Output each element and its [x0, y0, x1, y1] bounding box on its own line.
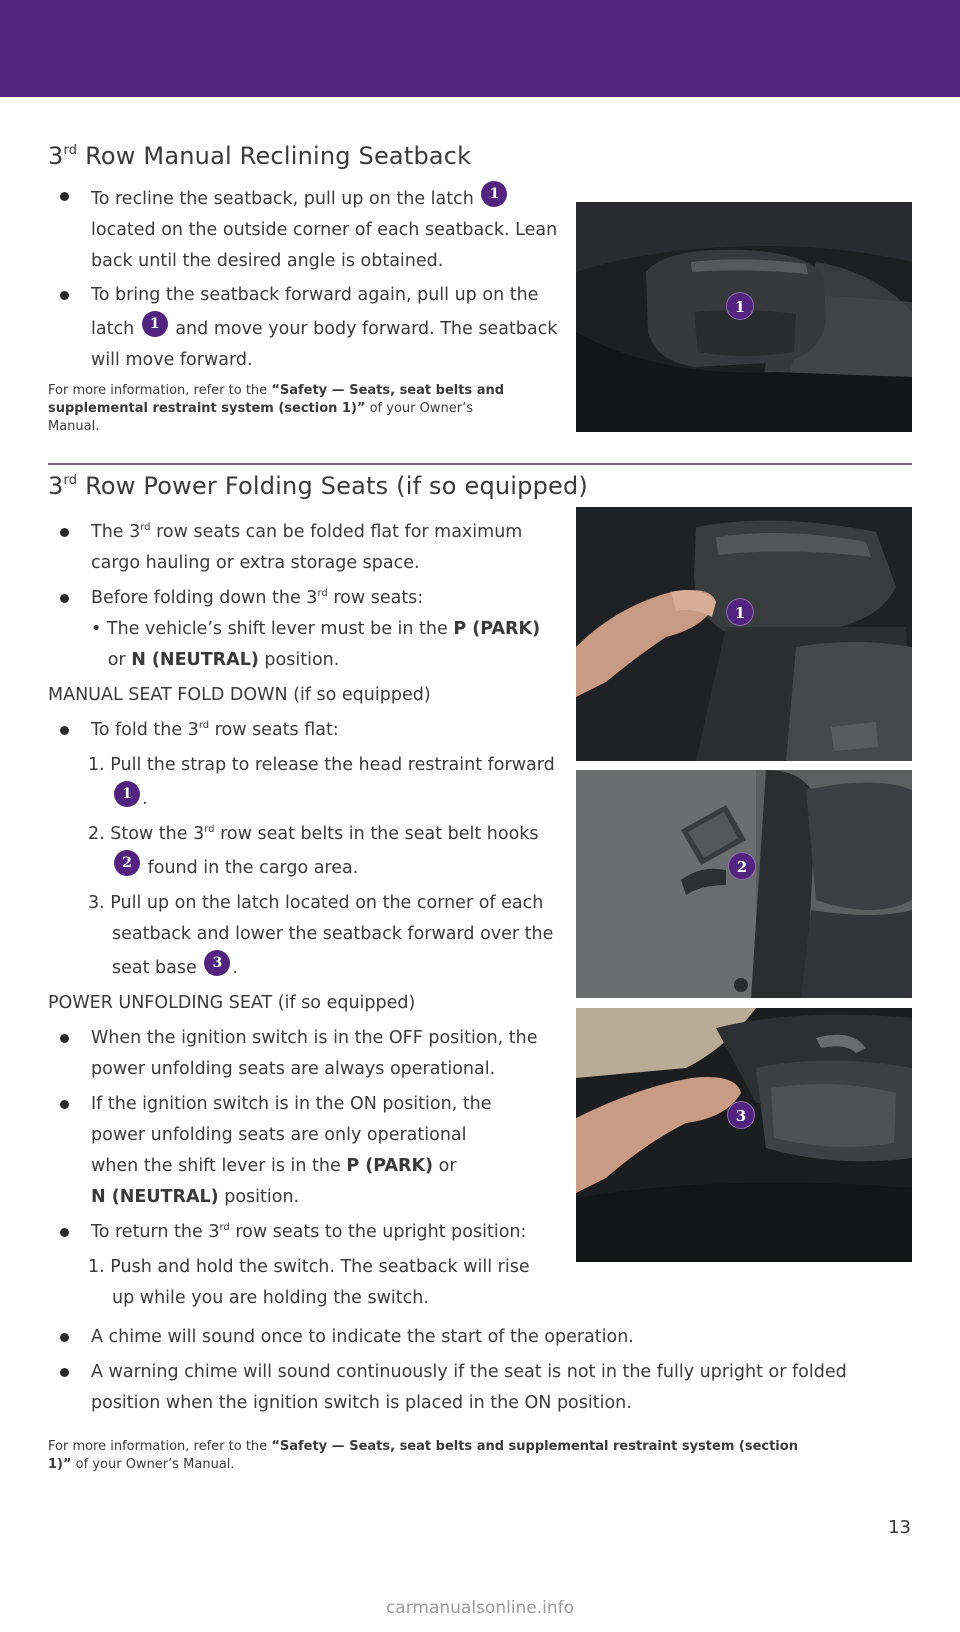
callout-badge-2: 2	[114, 850, 140, 876]
callout-badge-1: 1	[481, 181, 507, 207]
numbered-step: 1. Push and hold the switch. The seatback will rise up while you are holding the switch.	[88, 1257, 530, 1308]
photo-callout-1: 1	[726, 598, 754, 626]
list-item: To fold the 3rd row seats flat:	[48, 715, 570, 746]
numbered-step: 2. Stow the 3rd row seat belts in the seat belt hooks 2 found in the cargo area.	[88, 824, 539, 878]
section-title-reclining: 3rd Row Manual Reclining Seatback	[48, 142, 472, 170]
callout-badge-3: 3	[204, 950, 230, 976]
page-number: 13	[888, 1517, 911, 1538]
list-item: A chime will sound once to indicate the start of the operation.	[48, 1322, 912, 1353]
subheading-manual-fold: MANUAL SEAT FOLD DOWN (if so equipped)	[48, 685, 431, 705]
seatback-latch-photo-illustration	[576, 1008, 912, 1262]
photo-callout-1: 1	[726, 292, 754, 320]
photo-callout-3: 3	[727, 1101, 755, 1129]
photo-seatback-latch	[576, 1008, 912, 1262]
top-color-band	[0, 0, 960, 97]
subheading-power-unfold: POWER UNFOLDING SEAT (if so equipped)	[48, 993, 416, 1013]
strap-photo-illustration	[576, 507, 912, 761]
owners-manual-reference: For more information, refer to the “Safety — Seats, seat belts and supplemental restraint system (section 1)” of your Owner’s Manual.	[48, 1439, 798, 1472]
list-item: To return the 3rd row seats to the upright position:	[48, 1217, 570, 1248]
section-divider	[48, 463, 912, 465]
list-item: The 3rd row seats can be folded flat for maximum cargo hauling or extra storage space.	[48, 517, 570, 579]
numbered-step: 3. Pull up on the latch located on the corner of each seatback and lower the seatback forward over the seat base 3 .	[88, 893, 554, 978]
photo-reclining-latch	[576, 202, 912, 432]
photo-seat-belt-hooks	[576, 770, 912, 998]
reclining-instructions	[48, 181, 570, 376]
section-title-power-folding: 3rd Row Power Folding Seats (if so equipped)	[48, 472, 588, 500]
callout-badge-1: 1	[142, 311, 168, 337]
belt-hook-photo-illustration	[576, 770, 912, 998]
list-item: To recline the seatback, pull up on the latch 1 located on the outside corner of each seatback. Lean back until the desired angle is obtained.	[48, 181, 570, 277]
callout-badge-1: 1	[114, 781, 140, 807]
power-folding-instructions-bottom	[48, 1322, 912, 1419]
list-item: A warning chime will sound continuously if the seat is not in the fully upright or folded position when the ignition switch is placed in the ON position.	[48, 1357, 878, 1419]
power-folding-instructions-top	[48, 517, 570, 1314]
photo-callout-2: 2	[728, 852, 756, 880]
list-subitem: • The vehicle’s shift lever must be in the P (PARK) or N (NEUTRAL) position.	[91, 619, 541, 670]
numbered-step: 1. Pull the strap to release the head restraint forward 1 .	[88, 755, 555, 809]
owners-manual-reference: For more information, refer to the “Safety — Seats, seat belts and supplemental restraint system (section 1)” of your Owner’s Manual.	[48, 383, 505, 434]
watermark: carmanualsonline.info	[385, 1598, 575, 1618]
list-item: To bring the seatback forward again, pull up on the latch 1 and move your body forward. The seatback will move forward.	[48, 280, 570, 376]
list-item: If the ignition switch is in the ON position, the power unfolding seats are only operational when the shift lever is in the P (PARK) or N (NEUTRAL) position.	[48, 1089, 518, 1213]
list-item: Before folding down the 3rd row seats:	[48, 583, 570, 614]
photo-head-restraint-strap	[576, 507, 912, 761]
list-item: When the ignition switch is in the OFF position, the power unfolding seats are always operational.	[48, 1023, 570, 1085]
